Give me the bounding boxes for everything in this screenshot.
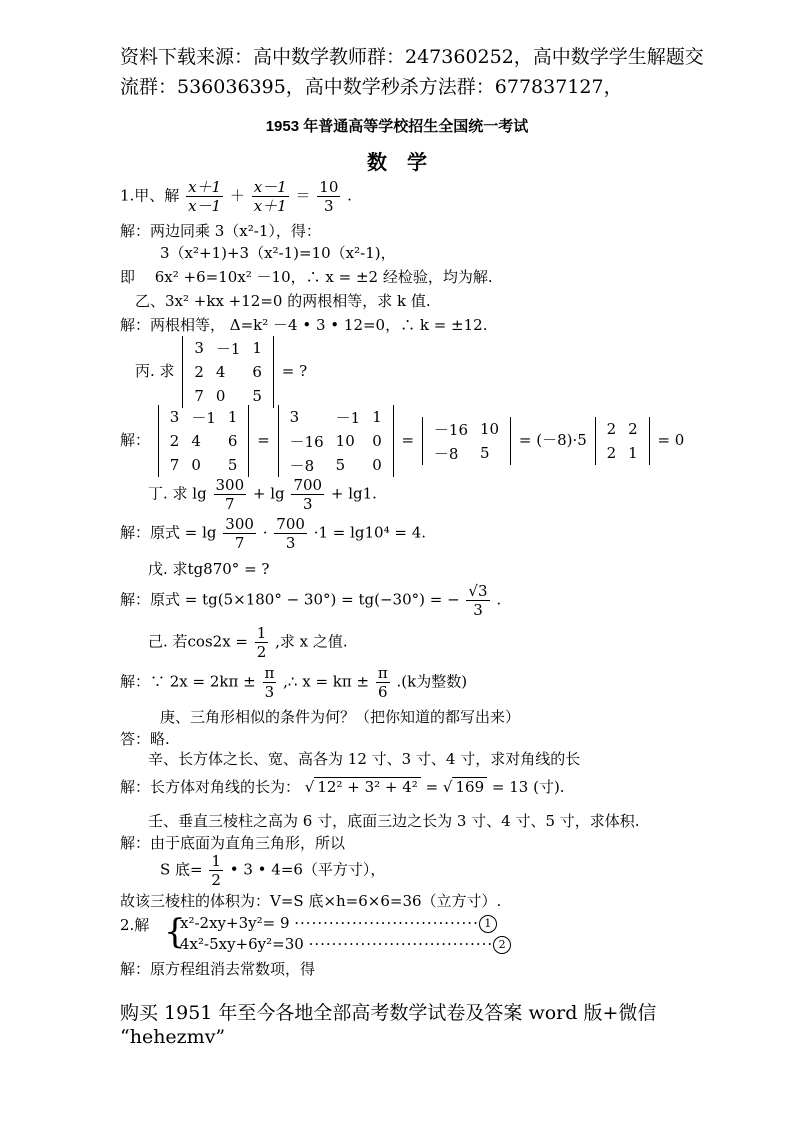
q1h-solution <box>120 776 565 797</box>
q1c-sol-matrix-1-cell: 6 <box>227 432 238 450</box>
q1e-solution <box>120 582 501 619</box>
q1c-sol-matrix-2-cell: －8 <box>289 456 315 475</box>
q1d-mid: + lg <box>252 484 285 503</box>
header-line-1: 资料下载来源：高中数学教师群：247360252，高中数学学生解题交 <box>120 46 704 68</box>
q1h-sol-prefix: 解：长方体对角线的长为： <box>120 778 301 796</box>
q1d-sol-end: ·1 = lg10⁴ = 4. <box>313 523 427 542</box>
q1c-sol-matrix-1-cell: －1 <box>191 408 216 427</box>
q1e-question: 戊. 求tg870° = ? <box>148 560 270 578</box>
q1c-sol-matrix-1-cell: 7 <box>169 456 180 474</box>
brace-icon: { <box>164 912 186 952</box>
q1e-end: . <box>496 590 502 609</box>
q1c-sol-matrix-2-cell: 10 <box>335 432 355 450</box>
q1c-matrix-cell: 4 <box>215 363 226 381</box>
q1c-matrix-cell: 2 <box>194 363 204 381</box>
q1a-frac-3: $\frac{10}{3}$ <box>319 178 339 215</box>
q1i-sol-line-4: 故该三棱柱的体积为：V=S 底×h=6×6=36（立方寸）. <box>120 892 502 910</box>
q1c-sol-mid: = (－8)·5 <box>518 431 587 449</box>
q1a-sol-line-1: 解：两边同乘 3（x²-1），得： <box>120 222 321 240</box>
q1h-sol-end: = 13 (寸). <box>491 778 565 796</box>
equals-sign: ＝ <box>295 186 311 205</box>
q1d-dot: · <box>262 523 268 542</box>
footer-line-2: “hehezmv” <box>120 1026 226 1048</box>
q1c-sol-matrix-2-cell: 0 <box>372 432 382 450</box>
dot-leader: ································ <box>294 914 479 932</box>
q1c-sol-matrix-2-cell: －16 <box>289 432 324 451</box>
q1h-question: 辛、长方体之长、宽、高各为 12 寸、3 寸、4 寸，求对角线的长 <box>148 750 581 768</box>
q1b-question: 乙、3x² +kx +12=0 的两根相等，求 k 值. <box>135 292 431 310</box>
q1c-sol-matrix-3-cell: 10 <box>480 420 500 438</box>
q1a-prefix: 1.甲、解 <box>120 186 180 205</box>
q1c-sol-matrix-1 <box>158 405 250 477</box>
exam-title: 1953 年普通高等学校招生全国统一考试 <box>265 118 529 135</box>
q1c-matrix-cell: 5 <box>252 387 262 405</box>
q1f-sol-mid: ,∴ x = kπ ± <box>283 672 370 691</box>
header-line-2: 流群：536036395，高中数学秒杀方法群：677837127， <box>120 76 623 98</box>
q1c-sol-matrix-2-cell: 1 <box>372 408 382 426</box>
q1f-prefix: 己. 若cos2x = <box>148 632 249 651</box>
equals-sign: = <box>401 431 415 449</box>
equals-sign: = <box>425 778 443 796</box>
q1c-matrix-cell: 0 <box>215 387 226 405</box>
q1c-matrix-cell: 1 <box>252 339 262 357</box>
q1d-frac-2: $\frac{700}{3}$ <box>293 476 323 513</box>
q1c-sol-matrix-3-cell: －8 <box>433 444 459 463</box>
q1d-end: + lg1. <box>330 484 377 503</box>
q1f-sol-frac-1: $\frac{\pi}{3}$ <box>264 664 275 701</box>
q1f-frac: $\frac{1}{2}$ <box>256 624 267 661</box>
q1c-matrix <box>182 336 274 408</box>
q2-eq1-text: x²-2xy+3y²= 9 <box>180 914 295 932</box>
q1c-sol-matrix-3-cell: 5 <box>480 444 490 462</box>
q1d-solution <box>120 515 426 552</box>
q1a-frac-1: $\frac{x+1}{x-1}$ <box>188 178 222 215</box>
q1c-matrix-cell: －1 <box>215 339 241 358</box>
q1c-sol-end: = 0 <box>657 431 685 449</box>
q2-equation-1 <box>180 914 497 933</box>
q1d-sol-frac-1: $\frac{300}{7}$ <box>225 515 254 552</box>
q1c-matrix-cell: 7 <box>194 387 204 405</box>
q1a-question <box>120 178 352 215</box>
q1f-sol-frac-2: $\frac{\pi}{6}$ <box>377 664 388 701</box>
q1a-frac-2: $\frac{x-1}{x+1}$ <box>253 178 287 215</box>
q1i-sol-area <box>160 852 385 889</box>
dot-leader: ································ <box>308 935 494 953</box>
q1e-sol-frac: $\frac{√3}{3}$ <box>468 582 488 619</box>
q1d-sol-frac-2: $\frac{700}{3}$ <box>276 515 305 552</box>
q1f-suffix: ,求 x 之值. <box>275 632 348 651</box>
circled-number-icon: 2 <box>493 936 511 954</box>
q1c-sol-matrix-4-cell: 2 <box>606 420 617 438</box>
q1e-sol-prefix: 解：原式 = tg(5×180° − 30°) = tg(−30°) = − <box>120 590 460 609</box>
q1d-frac-1: $\frac{300}{7}$ <box>215 476 245 513</box>
q1f-sol-end: .(k为整数) <box>396 672 468 691</box>
q1i-sol-line-1: 解：由于底面为直角三角形，所以 <box>120 834 346 852</box>
q1h-root-1: 12² + 3² + 4² <box>314 777 420 796</box>
q1a-sol-line-2: 3（x²+1)+3（x²-1)=10（x²-1)， <box>160 244 396 262</box>
q2-solution: 解：原方程组消去常数项，得 <box>120 960 316 978</box>
q1g-answer: 答：略. <box>120 730 170 748</box>
q2-equation-2 <box>180 935 511 954</box>
q1c-prefix: 丙. 求 <box>135 362 175 380</box>
q1c-sol-matrix-2-cell: 0 <box>372 456 382 474</box>
q1c-sol-matrix-4 <box>595 417 650 465</box>
q1c-sol-matrix-1-cell: 2 <box>169 432 180 450</box>
q2-prefix: 2.解 <box>120 916 150 934</box>
q1a-sol-line-3: 即 6x² +6=10x² －10，∴ x = ±2 经检验，均为解. <box>120 268 493 286</box>
q1c-sol-matrix-2 <box>278 405 394 477</box>
q1b-solution: 解：两根相等， Δ=k² －4 • 3 • 12=0，∴ k = ±12. <box>120 316 488 334</box>
q1c-sol-matrix-4-cell: 2 <box>606 444 617 462</box>
q1i-question: 壬、垂直三棱柱之高为 6 寸，底面三边之长为 3 寸、4 寸、5 寸，求体积. <box>148 812 640 830</box>
footer-line-1: 购买 1951 年至今各地全部高考数学试卷及答案 word 版+微信 <box>120 1002 657 1024</box>
q1c-sol-matrix-3-cell: －16 <box>433 420 468 439</box>
q1g-question: 庚、三角形相似的条件为何？（把你知道的都写出来） <box>160 708 521 726</box>
q1c-sol-matrix-2-cell: 5 <box>335 456 346 474</box>
q1d-question <box>148 476 377 513</box>
q1i-area-suffix: • 3 • 4=6（平方寸）， <box>229 860 386 879</box>
q1c-sol-matrix-1-cell: 5 <box>227 456 238 474</box>
q1i-area-prefix: S 底= <box>160 860 203 879</box>
q1d-sol-prefix: 解：原式 = lg <box>120 523 217 542</box>
q2-eq2-text: 4x²-5xy+6y²=30 <box>180 935 309 953</box>
q1c-sol-matrix-2-cell: 3 <box>289 408 300 426</box>
q1c-sol-prefix: 解： <box>120 431 151 449</box>
sqrt-sign: √ <box>304 778 315 796</box>
q1c-sol-matrix-1-cell: 3 <box>169 408 180 426</box>
q1c-solution <box>120 405 684 477</box>
q1a-end: . <box>347 186 352 205</box>
equals-sign: = <box>257 431 270 449</box>
q1c-sol-matrix-4-cell: 1 <box>628 444 638 462</box>
q1c-question <box>135 336 307 408</box>
q1c-sol-matrix-4-cell: 2 <box>628 420 638 438</box>
sqrt-sign: √ <box>442 778 453 796</box>
q1c-matrix-cell: 6 <box>252 363 262 381</box>
plus-sign: ＋ <box>229 186 245 205</box>
q1c-sol-matrix-3 <box>422 417 511 465</box>
q1c-sol-matrix-2-cell: －1 <box>335 408 361 427</box>
q1c-suffix: = ? <box>281 362 308 380</box>
q1c-sol-matrix-1-cell: 0 <box>191 456 201 474</box>
q1c-matrix-cell: 3 <box>194 339 204 357</box>
q1h-root-2: 169 <box>452 777 487 796</box>
circled-number-icon: 1 <box>479 915 497 933</box>
q1f-solution <box>120 664 467 701</box>
q1d-prefix: 丁. 求 lg <box>148 484 207 503</box>
q1i-area-frac: $\frac{1}{2}$ <box>211 852 221 889</box>
q1f-sol-prefix: 解：∵ 2x = 2kπ ± <box>120 672 256 691</box>
q1c-sol-matrix-1-cell: 4 <box>191 432 201 450</box>
q1c-sol-matrix-1-cell: 1 <box>227 408 238 426</box>
subject-title: 数 学 <box>367 150 427 174</box>
q1f-question <box>148 624 348 661</box>
